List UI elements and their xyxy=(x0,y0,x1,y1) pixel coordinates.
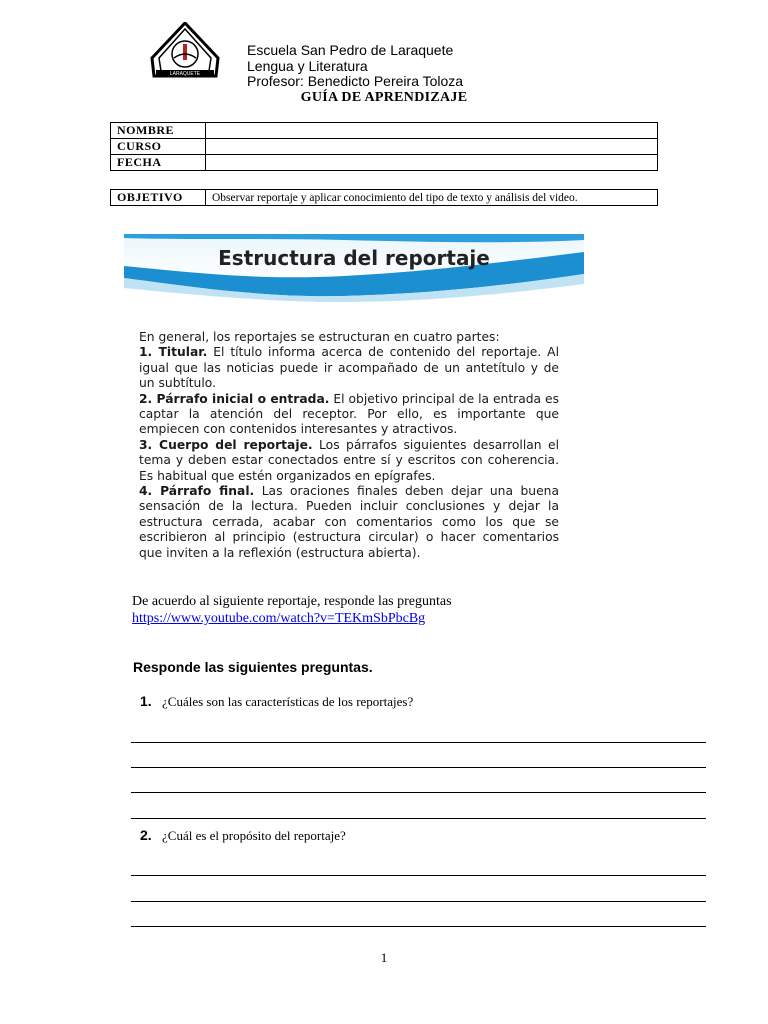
part-heading: 2. Párrafo inicial o entrada. xyxy=(139,391,330,406)
answer-line[interactable] xyxy=(131,875,706,876)
question-number: 2. xyxy=(140,827,152,843)
answer-line[interactable] xyxy=(131,926,706,927)
objective-table xyxy=(110,189,658,206)
video-link[interactable]: https://www.youtube.com/watch?v=TEKmSbPbcBg xyxy=(132,611,426,626)
table-row xyxy=(111,123,658,139)
answer-line[interactable] xyxy=(131,742,706,743)
course-label: CURSO xyxy=(111,139,206,155)
structure-part xyxy=(139,438,559,484)
objective-label: OBJETIVO xyxy=(111,190,206,206)
question-text: ¿Cuál es el propósito del reportaje? xyxy=(162,828,346,843)
structure-part xyxy=(139,484,559,561)
part-text: Las oraciones finales deben dejar una buena sensación de la lectura. Pueden incluir conclusiones y dejar la estructura cerrada, acabar con comentarios como los que se escribieron al principio (estructura circular) o hacer comentarios que inviten a la reflexión (estructura abierta). xyxy=(139,484,559,560)
table-row xyxy=(111,190,658,206)
page-number: 1 xyxy=(380,950,388,965)
student-info-table xyxy=(110,122,658,171)
part-heading: 4. Párrafo final. xyxy=(139,484,255,499)
page-title: GUÍA DE APRENDIZAJE xyxy=(300,90,468,105)
date-field[interactable] xyxy=(206,155,658,171)
answer-line[interactable] xyxy=(131,792,706,793)
question-2 xyxy=(140,827,346,844)
part-text: Los párrafos siguientes desarrollan el tema y deben estar conectados entre sí y escritos con coherencia. Es habitual que estén organizados en epígrafes. xyxy=(139,437,559,483)
question-number: 1. xyxy=(140,693,152,709)
subject-name: Lengua y Literatura xyxy=(247,58,368,74)
answer-line[interactable] xyxy=(131,767,706,768)
date-label: FECHA xyxy=(111,155,206,171)
question-text: ¿Cuáles son las características de los reportajes? xyxy=(162,694,414,709)
name-field[interactable] xyxy=(206,123,658,139)
structure-part xyxy=(139,345,559,391)
table-row xyxy=(111,155,658,171)
objective-text: Observar reportaje y aplicar conocimiento del tipo de texto y análisis del video. xyxy=(206,190,658,206)
course-field[interactable] xyxy=(206,139,658,155)
name-label: NOMBRE xyxy=(111,123,206,139)
part-text: El título informa acerca de contenido del reportaje. Al igual que las noticias puede ir acompañado de un antetítulo y de un subtítulo. xyxy=(139,345,559,391)
school-name: Escuela San Pedro de Laraquete xyxy=(247,42,454,58)
section-title: Responde las siguientes preguntas. xyxy=(133,659,373,675)
part-text: El objetivo principal de la entrada es captar la atención del receptor. Por ello, es importante que empiecen con contenidos interesantes y atractivos. xyxy=(139,391,559,437)
structure-intro: En general, los reportajes se estructuran en cuatro partes: xyxy=(139,330,500,344)
question-1 xyxy=(140,693,413,710)
school-logo xyxy=(150,22,220,78)
structure-part xyxy=(139,392,559,438)
structure-title: Estructura del reportaje xyxy=(218,246,490,270)
part-heading: 3. Cuerpo del reportaje. xyxy=(139,437,313,452)
part-heading: 1. Titular. xyxy=(139,345,208,360)
answer-line[interactable] xyxy=(131,901,706,902)
answer-line[interactable] xyxy=(131,818,706,819)
logo-text: LARAQUETE xyxy=(169,71,201,77)
table-row xyxy=(111,139,658,155)
instructions-text: De acuerdo al siguiente reportaje, responde las preguntas xyxy=(132,594,452,609)
structure-body xyxy=(139,330,559,561)
teacher-name: Profesor: Benedicto Pereira Toloza xyxy=(247,73,464,89)
